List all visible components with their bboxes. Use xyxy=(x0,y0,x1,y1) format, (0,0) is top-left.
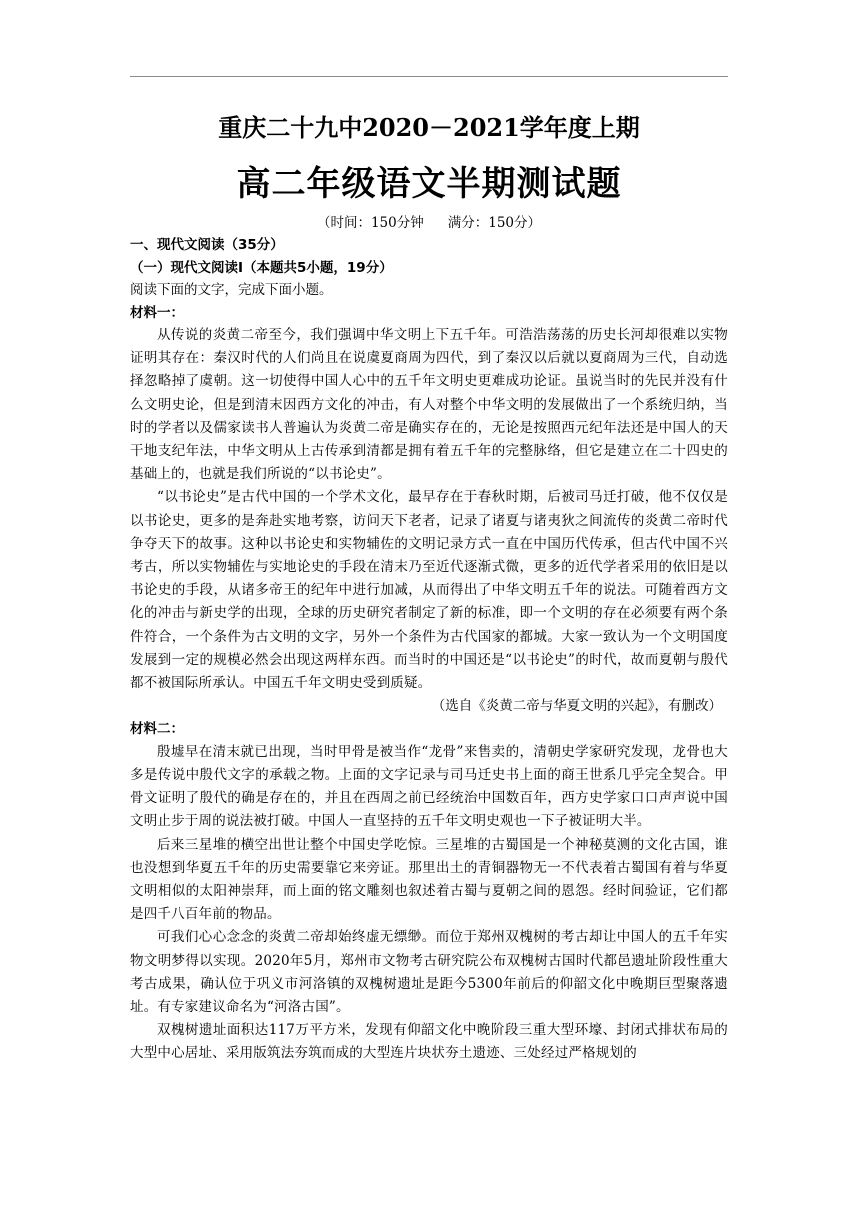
material-1-paragraph: “以书论史”是古代中国的一个学术文化，最早存在于春秋时期，后被司马迁打破，他不仅仅是以书论史，更多的是奔赴实地考察，访问天下老者，记录了诸夏与诸夷狄之间流传的炎黄二帝时代争夺天下的故事。这种以书论史和实物辅佐的文明记录方式一直在中国历代传承，但古代中国不兴考古，所以实物辅佐与实地论史的手段在清末乃至近代逐渐式微，更多的近代学者采用的依旧是以书论史的手段，从诸多帝王的纪年中进行加减，从而得出了中华文明五千年的说法。可随着西方文化的冲击与新史学的出现，全球的历史研究者制定了新的标准，即一个文明的存在必须要有两个条件符合，一个条件为古文明的文字，另外一个条件为古代国家的都城。大家一致认为一个文明国度发展到一定的规模必然会出现这两样东西。而当时的中国还是“以书论史”的时代，故而夏朝与殷代都不被国际所承认。中国五千年文明史受到质疑。 xyxy=(130,489,728,692)
material-1-paragraph: 从传说的炎黄二帝至今，我们强调中华文明上下五千年。可浩浩荡荡的历史长河却很难以实物证明其存在：秦汉时代的人们尚且在说虞夏商周为四代，到了秦汉以后就以夏商周为三代，自动选择忽略掉了虞朝。这一切使得中国人心中的五千年文明史更难成功论证。虽说当时的先民并没有什么文明史论，但是到清末因西方文化的冲击，有人对整个中华文明的发展做出了一个系统归纳，当时的学者以及儒家读书人普遍认为炎黄二帝是确实存在的，无论是按照西元纪年法还是中国人的天干地支纪年法，中华文明从上古传承到清都是拥有着五千年的完整脉络，但它是建立在二十四史的基础上的，也就是我们所说的“以书论史”。 xyxy=(130,327,728,483)
material-2-paragraph: 可我们心心念念的炎黄二帝却始终虚无缥缈。而位于郑州双槐树的考古却让中国人的五千年实物文明梦得以实现。2020年5月，郑州市文物考古研究院公布双槐树古国时代都邑遗址阶段性重大考古成果，确认位于巩义市河洛镇的双槐树遗址是距今5300年前后的仰韶文化中晚期巨型聚落遗址。有专家建议命名为“河洛古国”。 xyxy=(130,929,728,1015)
school-year-title: 重庆二十九中2020－2021学年度上期 xyxy=(218,113,640,142)
exam-time-and-score xyxy=(130,212,728,234)
material-1-source: （选自《炎黄二帝与华夏文明的兴起》，有删改） xyxy=(431,698,722,715)
sub-heading: （一）现代文阅读Ⅰ（本题共5小题，19分） xyxy=(130,259,393,276)
exam-full-score: 满分：150分） xyxy=(447,215,542,231)
material-2-label: 材料二： xyxy=(130,721,184,738)
exam-title: 高二年级语文半期测试题 xyxy=(236,164,622,204)
material-2-paragraph: 殷墟早在清末就已出现，当时甲骨是被当作“龙骨”来售卖的，清朝史学家研究发现，龙骨也大多是传说中殷代文字的承载之物。上面的文字记录与司马迁史书上面的商王世系几乎完全契合。甲骨文证明了殷代的确是存在的，并且在西周之前已经统治中国数百年，西方史学家口口声声说中国文明止步于周的说法被打破。中国人一直坚持的五千年文明史观也一下子被证明大半。 xyxy=(130,743,728,830)
material-2-paragraph: 后来三星堆的横空出世让整个中国史学吃惊。三星堆的古蜀国是一个神秘莫测的文化古国，谁也没想到华夏五千年的历史需要靠它来旁证。那里出土的青铜器物无一不代表着古蜀国有着与华夏文明相似的太阳神崇拜，而上面的铭文雕刻也叙述着古蜀与夏朝之间的恩怨。经时间验证，它们都是四千八百年前的物品。 xyxy=(130,836,728,923)
exam-time: （时间：150分钟 xyxy=(316,215,424,231)
material-2-paragraph: 双槐树遗址面积达117万平方米，发现有仰韶文化中晚阶段三重大型环壕、封闭式排状布局的大型中心居址、采用版筑法夯筑而成的大型连片块状夯土遗迹、三处经过严格规划的 xyxy=(130,1022,728,1062)
part-heading: 一、现代文阅读（35分） xyxy=(130,237,284,253)
reading-instruction: 阅读下面的文字，完成下面小题。 xyxy=(130,282,333,298)
material-1-label: 材料一： xyxy=(130,304,184,321)
page-content xyxy=(130,108,728,1066)
header-rule xyxy=(130,76,728,77)
